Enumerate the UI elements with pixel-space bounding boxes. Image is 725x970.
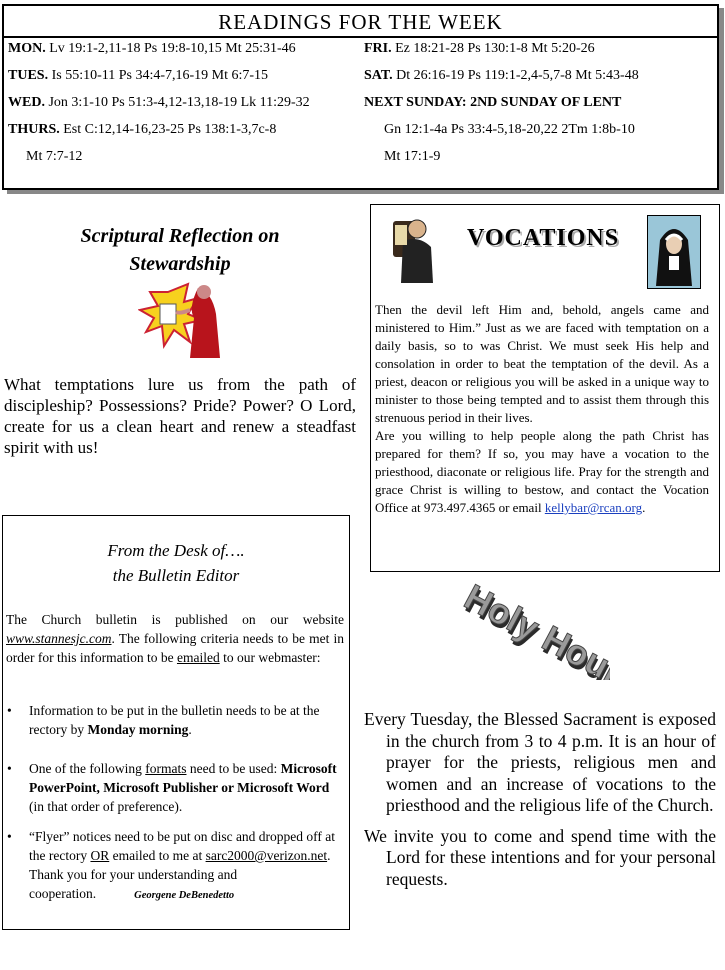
editor-text: formats — [145, 761, 187, 776]
criteria-item — [7, 701, 345, 739]
vocations-title: VOCATIONS — [467, 225, 620, 251]
holy-hour-logo — [450, 580, 610, 680]
vocations-text: . — [642, 500, 646, 515]
reflection-title-line: Scriptural Reflection on — [80, 225, 280, 247]
reading-day: MON. — [8, 41, 46, 56]
reading-text: Dt 26:16-19 Ps 119:1-2,4-5,7-8 Mt 5:43-48 — [396, 68, 639, 83]
editor-text: Monday morning — [87, 722, 189, 737]
reading-wed — [8, 95, 310, 111]
readings-divider — [4, 36, 717, 38]
reading-text: Mt 17:1-9 — [384, 149, 441, 164]
emailed-text: emailed — [176, 650, 220, 665]
holy-hour-paragraph: We invite you to come and spend time with the Lord for these intentions and for your personal requests. — [364, 825, 716, 889]
vocations-body — [375, 301, 709, 517]
reading-day: WED. — [8, 95, 45, 110]
criteria-item — [7, 827, 345, 905]
editor-text: Information to be put in the bulletin needs to be at the rectory by — [29, 703, 320, 737]
reading-sunday-cont — [384, 149, 440, 165]
editor-text: . The following criteria needs to be met in order for this information to be — [6, 631, 344, 665]
editor-text: One of the following — [29, 761, 142, 776]
editor-text: (in that order of preference). — [29, 799, 183, 814]
vocations-email-link[interactable]: kellybar@rcan.org — [544, 500, 643, 515]
priest-icon — [389, 215, 437, 285]
editor-text: The Church bulletin is published on our website — [6, 612, 344, 627]
reading-text: Ez 18:21-28 Ps 130:1-8 Mt 5:20-26 — [395, 41, 595, 56]
vocations-paragraph — [375, 427, 709, 517]
reading-day: FRI. — [364, 41, 392, 56]
holy-hour-text — [364, 709, 716, 899]
reading-day: TUES. — [8, 68, 49, 83]
bullet-icon: • — [7, 829, 12, 844]
editor-box — [2, 515, 350, 930]
reading-text: Is 55:10-11 Ps 34:4-7,16-19 Mt 6:7-15 — [51, 68, 269, 83]
editor-text: need to be used: — [189, 761, 278, 776]
reading-text: Lv 19:1-2,11-18 Ps 19:8-10,15 Mt 25:31-46 — [49, 41, 296, 56]
editor-text: emailed to me at — [112, 848, 203, 863]
editor-title — [3, 538, 349, 588]
holy-hour-logo-shadow: Holy Hour — [459, 580, 610, 680]
reading-text: Jon 3:1-10 Ps 51:3-4,12-13,18-19 Lk 11:29-32 — [48, 95, 310, 110]
readings-title: READINGS FOR THE WEEK — [218, 10, 503, 34]
reading-text: Mt 7:7-12 — [26, 149, 83, 164]
reading-mon — [8, 41, 296, 57]
reflection-body: What temptations lure us from the path of discipleship? Possessions? Pride? Power? O Lord, create for us a clean heart and renew a steadfast spirit with us! — [4, 375, 356, 457]
editor-email-link[interactable]: sarc2000@verizon.net — [205, 848, 328, 863]
reading-next-sunday — [364, 95, 621, 111]
editor-text: to our webmaster: — [223, 650, 321, 665]
vocations-box — [370, 204, 720, 572]
reading-day: SAT. — [364, 68, 393, 83]
editor-intro — [6, 610, 344, 667]
vocations-paragraph: Then the devil left Him and, behold, angels came and ministered to Him.” Just as we are faced with temptation on a daily basis, so to was Christ. We must seek His help and consolation in order to beat the temptation of the devil. As a priest, deacon or religious you will be asked in a unique way to minister to those being tempted and to assist them through this strenuous period in their lives. — [375, 302, 709, 425]
reading-text: Gn 12:1-4a Ps 33:4-5,18-20,22 2Tm 1:8b-10 — [384, 122, 635, 137]
holy-hour-paragraph: Every Tuesday, the Blessed Sacrament is exposed in the church from 3 to 4 p.m. It is an hour of prayer for the priests, religious men and women and an increase of vocations to the priesthood and the religious life of the Church. — [364, 709, 716, 815]
editor-title-line: From the Desk of…. — [107, 541, 245, 560]
reading-tues — [8, 68, 268, 84]
reading-day: NEXT SUNDAY: 2ND SUNDAY OF LENT — [364, 95, 622, 110]
temptation-illustration — [138, 280, 230, 360]
readings-box — [2, 4, 719, 190]
bullet-icon: • — [7, 761, 12, 776]
editor-text: . — [188, 722, 192, 737]
reflection-title-line: Stewardship — [129, 253, 231, 275]
editor-signature: Georgene DeBenedetto — [134, 890, 235, 901]
reading-day: THURS. — [8, 122, 60, 137]
reading-thurs — [8, 122, 276, 138]
reading-fri — [364, 41, 595, 57]
editor-text: “Flyer” notices need to be put on disc and dropped off at the rectory — [29, 829, 336, 863]
editor-text: OR — [90, 848, 110, 863]
reading-sat — [364, 68, 639, 84]
editor-text: . — [327, 848, 331, 863]
nun-icon — [647, 215, 701, 289]
reading-text: Est C:12,14-16,23-25 Ps 138:1-3,7c-8 — [63, 122, 277, 137]
website-link[interactable]: www.stannesjc.com — [6, 631, 112, 646]
reflection-title — [40, 222, 320, 278]
editor-text: Microsoft PowerPoint, Microsoft Publisher or Microsoft Word — [29, 761, 337, 795]
reading-sunday-text — [384, 122, 635, 138]
bullet-icon: • — [7, 703, 12, 718]
holy-hour-logo-text: Holy Hour — [457, 580, 610, 680]
editor-title-line: the Bulletin Editor — [112, 566, 240, 585]
vocations-text: Are you willing to help people along the path Christ has prepared for them? If so, you may have a vocation to the priesthood, diaconate or religious life. Pray for the strength and grace Christ is willing to bestow, and contact the Vocation Office at 973.497.4365 or email — [375, 428, 709, 515]
editor-thanks: Thank you for your understanding and cooperation. — [29, 867, 238, 901]
criteria-item — [7, 759, 345, 816]
reading-thurs-cont — [26, 149, 82, 165]
